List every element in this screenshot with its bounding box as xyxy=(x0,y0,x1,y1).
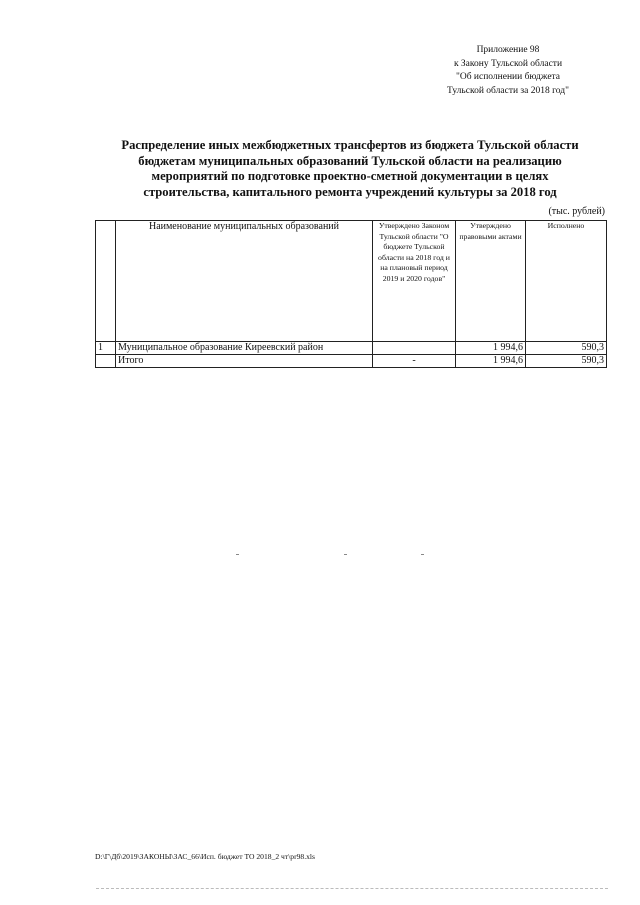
row-approved-by-law xyxy=(373,342,456,355)
row-approved-by-acts: 1 994,6 xyxy=(456,342,526,355)
scan-speck xyxy=(421,554,424,555)
table-row xyxy=(96,342,607,355)
document-title xyxy=(95,138,605,200)
row-executed: 590,3 xyxy=(526,342,607,355)
header-number-cell xyxy=(96,221,116,342)
header-approved-by-acts: Утверждено правовыми актами xyxy=(456,221,526,342)
table-header-row xyxy=(96,221,607,342)
annex-line-3: "Об исполнении бюджета xyxy=(455,72,561,82)
header-municipality: Наименование муниципальных образований xyxy=(116,221,373,342)
scan-speck xyxy=(236,554,239,555)
units-label: (тыс. рублей) xyxy=(548,206,605,217)
header-approved-by-law: Утверждено Законом Тульской области "О бюджете Тульской области на 2018 год и на плановый период 2019 и 2020 годов" xyxy=(373,221,456,342)
row-number: 1 xyxy=(96,342,116,355)
file-path-footer: D:\Г\Дб\2019\ЗАКОНЫ\ЗАС_66\Исп. бюджет ТО 2018_2 чт\pr98.xls xyxy=(95,852,315,861)
title-line-4: строительства, капитального ремонта учреждений культуры за 2018 год xyxy=(143,184,557,199)
total-approved-by-acts: 1 994,6 xyxy=(456,355,526,368)
annex-line-1: Приложение 98 xyxy=(476,45,540,55)
total-approved-by-law: - xyxy=(373,355,456,368)
header-executed: Исполнено xyxy=(526,221,607,342)
scan-speck xyxy=(344,554,347,555)
total-number-cell xyxy=(96,355,116,368)
annex-reference xyxy=(400,44,616,98)
total-executed: 590,3 xyxy=(526,355,607,368)
title-line-1: Распределение иных межбюджетных трансфертов из бюджета Тульской области xyxy=(121,138,579,152)
annex-line-2: к Закону Тульской области xyxy=(453,58,563,69)
total-label: Итого xyxy=(116,355,373,368)
row-municipality: Муниципальное образование Киреевский район xyxy=(116,342,373,355)
transfers-table xyxy=(95,220,607,368)
title-line-2: бюджетам муниципальных образований Тульской области на реализацию xyxy=(138,153,562,168)
annex-line-4: Тульской области за 2018 год" xyxy=(447,85,569,96)
page-bottom-rule xyxy=(96,888,608,889)
table-total-row xyxy=(96,355,607,368)
title-line-3: мероприятий по подготовке проектно-сметной документации в целях xyxy=(151,169,549,183)
